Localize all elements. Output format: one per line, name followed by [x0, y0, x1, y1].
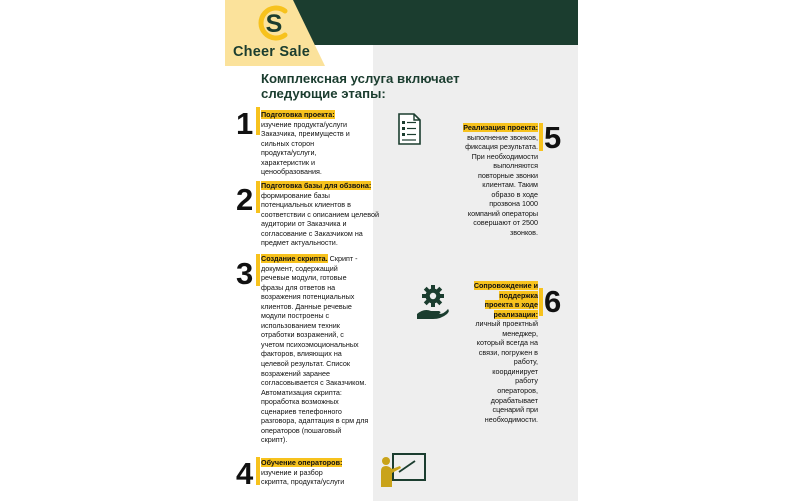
step-3-line: разговора, адаптация в срм для: [261, 416, 369, 426]
step-2-number: 2: [236, 182, 254, 217]
step-4-title: Обучение операторов:: [261, 458, 343, 467]
step-3-line: целевой результат. Список: [261, 359, 351, 369]
step-3-line: отработки возражений, с: [261, 330, 344, 340]
step-3-line: учетом психоэмоциональных: [261, 339, 359, 349]
step-3-title-rest: Скрипт -: [327, 254, 358, 263]
step-3-line: Автоматизация скрипта:: [261, 387, 342, 397]
step-3-line: операторов (пошаговый: [261, 425, 342, 435]
step-6-title: [423, 281, 538, 319]
svg-text:S: S: [265, 10, 283, 38]
step-3-line: клиентов. Данные речевые: [261, 301, 352, 311]
step-6-line: координирует: [492, 366, 538, 376]
step-5-line: клиентам. Таким: [482, 180, 538, 190]
step-6-title-line: проекта в ходе: [484, 300, 538, 310]
step-6-line: личный проектный: [475, 319, 538, 329]
step-5-line: компаний операторы: [467, 208, 538, 218]
step-3-accent: [256, 254, 260, 286]
step-6-line: операторов,: [497, 386, 538, 396]
step-1-line: сильных сторон: [261, 138, 315, 148]
step-6-title-line: реализации:: [493, 309, 538, 319]
step-6-text: [423, 281, 538, 424]
step-5-line: выполняются: [493, 161, 538, 171]
step-6-line: необходимости.: [484, 414, 538, 424]
step-5-line: совершают от 2500: [473, 218, 538, 228]
step-6-title-line: Сопровождение и: [473, 281, 538, 290]
step-1-number: 1: [236, 106, 254, 141]
step-2-line: формирование базы: [261, 190, 330, 200]
step-6-accent: [539, 288, 543, 316]
step-2-line: согласование с Заказчиком на: [261, 228, 363, 238]
step-4-number: 4: [236, 456, 254, 491]
step-4-accent: [256, 457, 260, 485]
step-1-line: ценообразования.: [261, 167, 322, 177]
step-1-title: Подготовка проекта:: [261, 110, 335, 119]
poster: [225, 0, 578, 501]
step-6-number: 6: [544, 284, 562, 319]
step-2-text: [261, 181, 411, 248]
step-1-text: [261, 110, 401, 177]
step-5-line: прозвона 1000: [489, 199, 538, 209]
step-2-line: аудитории от Заказчика и: [261, 219, 347, 229]
step-3-line: сценариев телефонного: [261, 406, 342, 416]
step-3-line: использованием техник: [261, 320, 340, 330]
step-6-line: менеджер,: [502, 328, 538, 338]
step-6-line: дорабатывает: [490, 395, 538, 405]
step-4-line: изучение и разбор: [261, 467, 323, 477]
step-3-line: возражений заранее: [261, 368, 330, 378]
teacher-board-icon: [379, 452, 427, 488]
step-3-line: факторов, влияющих на: [261, 349, 342, 359]
step-3-line: проработка возможных: [261, 397, 339, 407]
step-3-line: документ, содержащий: [261, 263, 338, 273]
step-2-line: потенциальных клиентов в: [261, 200, 351, 210]
step-3-number: 3: [236, 256, 254, 291]
step-5-line: образо в ходе: [491, 189, 538, 199]
step-5-line: При необходимости: [471, 151, 538, 161]
step-6-line: связи, погружен в: [478, 347, 538, 357]
step-6-line: который всегда на: [476, 338, 538, 348]
step-3-line: согласовывается с Заказчиком.: [261, 378, 367, 388]
step-2-line: соответствии с описанием целевой: [261, 209, 379, 219]
step-2-title: Подготовка базы для обзвона:: [261, 181, 372, 190]
step-6-line: работу: [515, 376, 538, 386]
step-2-accent: [256, 181, 260, 213]
step-5-accent: [539, 123, 543, 151]
step-3-line: фразы для ответов на: [261, 282, 336, 292]
step-6-title-line: поддержка: [499, 290, 538, 300]
step-6-line: работу,: [513, 357, 538, 367]
document-icon: [397, 113, 422, 145]
step-1-line: Заказчика, преимуществ и: [261, 129, 350, 139]
step-3-title: Создание скрипта.: [261, 254, 328, 263]
step-3-line: возражения потенциальных: [261, 292, 355, 302]
step-5-line: повторные звонки: [477, 170, 538, 180]
step-6-line: сценарий при: [492, 405, 538, 415]
heading-line-2: следующие этапы:: [261, 86, 386, 101]
brand-name: Cheer Sale: [233, 44, 310, 60]
page-heading: [261, 71, 501, 101]
step-4-text: [261, 458, 391, 487]
step-5-line: звонков.: [509, 228, 538, 238]
step-5-line: фиксация результата.: [465, 142, 538, 152]
step-3-text: [261, 254, 411, 445]
logo-icon: [255, 4, 293, 42]
step-2-line: предмет актуальности.: [261, 238, 338, 248]
step-5-text: [423, 123, 538, 238]
step-5-title: Реализация проекта:: [463, 123, 538, 132]
step-1-line: изучение продукта/услуги: [261, 119, 348, 129]
step-5-number: 5: [544, 120, 562, 155]
step-3-line: модули построены с: [261, 311, 330, 321]
step-5-line: выполнение звонков,: [467, 132, 538, 142]
heading-line-1: Комплексная услуга включает: [261, 71, 460, 86]
step-1-line: продукта/услуги,: [261, 148, 317, 158]
step-3-line: речевые модули, готовые: [261, 273, 347, 283]
step-3-line: скрипт).: [261, 435, 288, 445]
step-1-accent: [256, 107, 260, 135]
step-4-line: скрипта, продукта/услуги: [261, 477, 345, 487]
step-1-line: характеристик и: [261, 157, 316, 167]
